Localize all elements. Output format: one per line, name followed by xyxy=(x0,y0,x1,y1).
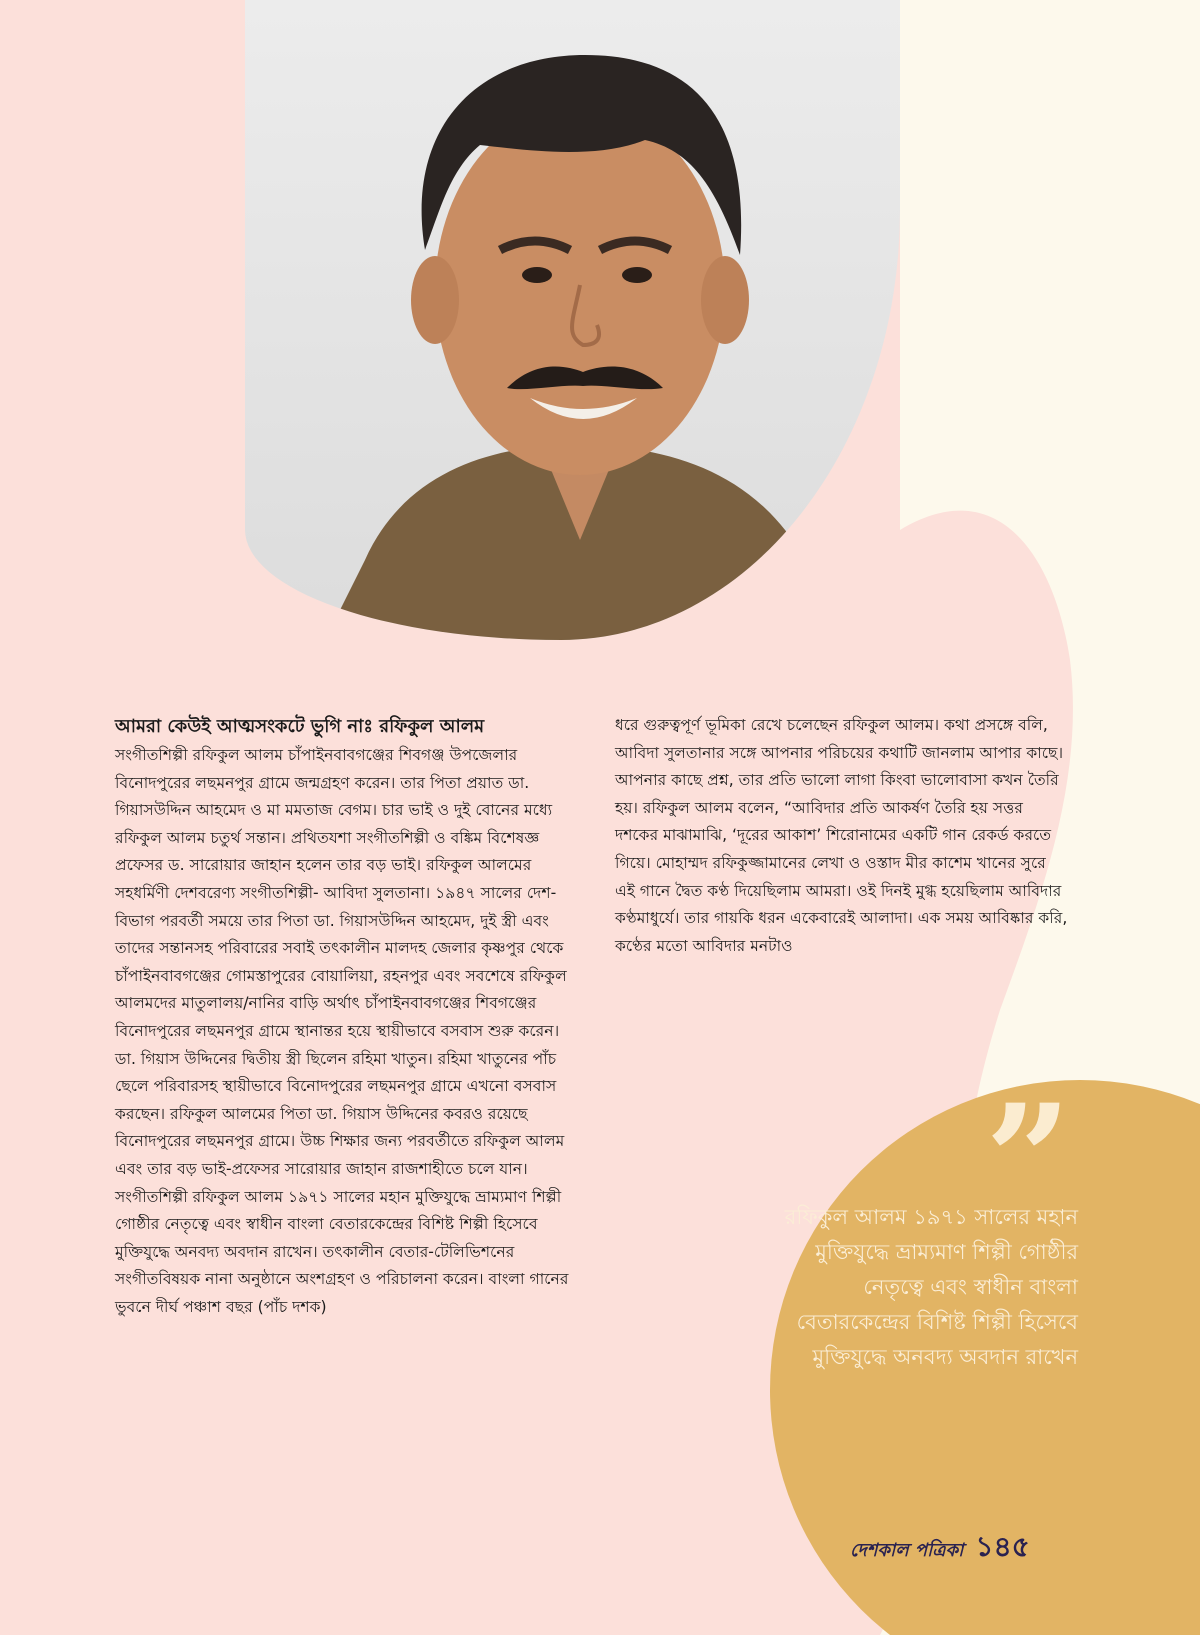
quote-mark-icon: ” xyxy=(985,1072,1072,1248)
pull-quote: রফিকুল আলম ১৯৭১ সালের মহান মুক্তিযুদ্ধে ভ্রাম্যমাণ শিল্পী গোষ্ঠীর নেতৃত্বে এবং স্বাধীন বাংলা বেতারকেন্দ্রের বিশিষ্ট শিল্পী হিসেবে মুক্তিযুদ্ধে অনবদ্য অবদান রাখেন xyxy=(784,1205,1078,1369)
article-headline: আমরা কেউই আত্মসংকটে ভুগি নাঃ রফিকুল আলম xyxy=(115,716,485,737)
article-column-right xyxy=(615,712,1070,960)
page-footer xyxy=(850,1525,1030,1572)
page-number: ১৪৫ xyxy=(975,1530,1030,1563)
magazine-logo: দেশকাল পত্রিকা xyxy=(850,1540,964,1561)
article-paragraph: সংগীতশিল্পী রফিকুল আলম চাঁপাইনবাবগঞ্জের শিবগঞ্জ উপজেলার বিনোদপুরের লছমনপুর গ্রামে জন্মগ্রহণ করেন। তার পিতা প্রয়াত ডা. গিয়াসউদ্দিন আহমেদ ও মা মমতাজ বেগম। চার ভাই ও দুই বোনের মধ্যে রফিকুল আলম চতুর্থ সন্তান। প্রথিতযশা সংগীতশিল্পী ও বঙ্কিম বিশেষজ্ঞ প্রফেসর ড. সারোয়ার জাহান হলেন তার বড় ভাই। রফিকুল আলমের সহধর্মিণী দেশবরেণ্য সংগীতশিল্পী- আবিদা সুলতানা। ১৯৪৭ সালের দেশ-বিভাগ পরবর্তী সময়ে তার পিতা ডা. গিয়াসউদ্দিন আহমেদ, দুই স্ত্রী এবং তাদের সন্তানসহ পরিবারের সবাই তৎকালীন মালদহ জেলার কৃষ্ণপুর থেকে চাঁপাইনবাবগঞ্জের গোমস্তাপুরের বোয়ালিয়া, রহনপুর এবং সবশেষে রফিকুল আলমদের মাতুলালয়/নানির বাড়ি অর্থাৎ চাঁপাইনবাবগঞ্জের শিবগঞ্জের বিনোদপুরের লছমনপুর গ্রামে স্থানান্তর হয়ে স্থায়ীভাবে বসবাস শুরু করেন। ডা. গিয়াস উদ্দিনের দ্বিতীয় স্ত্রী ছিলেন রহিমা খাতুন। রহিমা খাতুনের পাঁচ ছেলে পরিবারসহ স্থায়ীভাবে বিনোদপুরের লছমনপুর গ্রামে এখনো বসবাস করছেন। রফিকুল আলমের পিতা ডা. গিয়াস উদ্দিনের কবরও রয়েছে বিনোদপুরের লছমনপুর গ্রামে। উচ্চ শিক্ষার জন্য পরবর্তীতে রফিকুল আলম এবং তার বড় ভাই-প্রফেসর সারোয়ার জাহান রাজশাহীতে চলে যান। xyxy=(115,746,567,1178)
article-paragraph: ধরে গুরুত্বপূর্ণ ভূমিকা রেখে চলেছেন রফিকুল আলম। কথা প্রসঙ্গে বলি, আবিদা সুলতানার সঙ্গে আপনার পরিচয়ের কথাটি জানলাম আপার কাছে। আপনার কাছে প্রশ্ন, তার প্রতি ভালো লাগা কিংবা ভালোবাসা কখন তৈরি হয়। রফিকুল আলম বলেন, “আবিদার প্রতি আকর্ষণ তৈরি হয় সত্তর দশকের মাঝামাঝি, ‘দূরের আকাশ’ শিরোনামের একটি গান রেকর্ড করতে গিয়ে। মোহাম্মদ রফিকুজ্জামানের লেখা ও ওস্তাদ মীর কাশেম খানের সুরে এই গানে দ্বৈত কণ্ঠ দিয়েছিলাম আমরা। ওই দিনই মুগ্ধ হয়েছিলাম আবিদার কণ্ঠমাধুর্যে। তার গায়কি ধরন একেবারেই আলাদা। এক সময় আবিষ্কার করি, কণ্ঠের মতো আবিদার মনটাও xyxy=(615,716,1068,955)
article-column-left xyxy=(115,712,580,1321)
article-paragraph: সংগীতশিল্পী রফিকুল আলম ১৯৭১ সালের মহান মুক্তিযুদ্ধে ভ্রাম্যমাণ শিল্পী গোষ্ঠীর নেতৃত্বে এবং স্বাধীন বাংলা বেতারকেন্দ্রের বিশিষ্ট শিল্পী হিসেবে মুক্তিযুদ্ধে অনবদ্য অবদান রাখেন। তৎকালীন বেতার-টেলিভিশনের সংগীতবিষয়ক নানা অনুষ্ঠানে অংশগ্রহণ ও পরিচালনা করেন। বাংলা গানের ভুবনে দীর্ঘ পঞ্চাশ বছর (পাঁচ দশক) xyxy=(115,1187,569,1316)
